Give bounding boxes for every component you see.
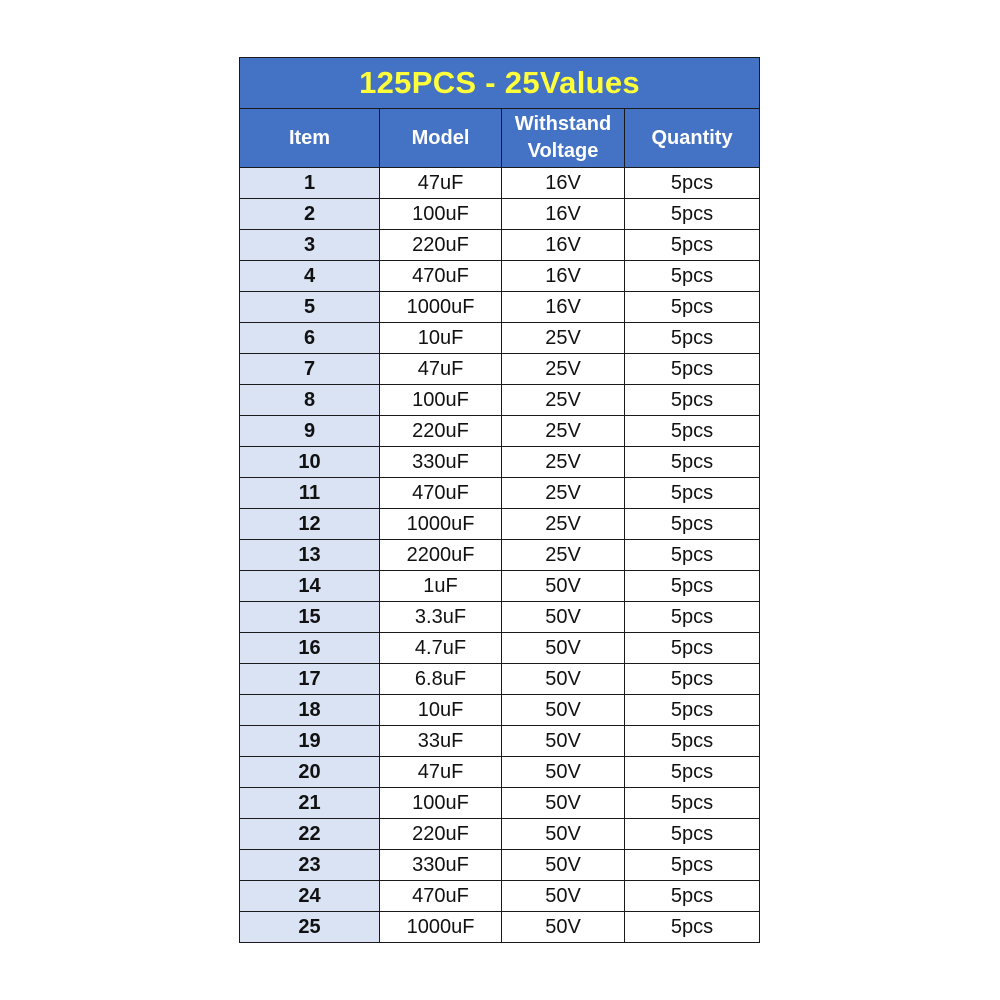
header-item: Item <box>240 109 380 168</box>
quantity-cell: 5pcs <box>625 602 760 633</box>
model-cell: 100uF <box>380 385 502 416</box>
item-cell: 13 <box>240 540 380 571</box>
quantity-cell: 5pcs <box>625 292 760 323</box>
table-row <box>240 261 760 292</box>
table-row <box>240 168 760 199</box>
table-row <box>240 633 760 664</box>
voltage-cell: 25V <box>502 354 625 385</box>
item-cell: 8 <box>240 385 380 416</box>
item-cell: 9 <box>240 416 380 447</box>
voltage-cell: 50V <box>502 571 625 602</box>
quantity-cell: 5pcs <box>625 416 760 447</box>
table-row <box>240 602 760 633</box>
model-cell: 1000uF <box>380 912 502 943</box>
voltage-cell: 25V <box>502 509 625 540</box>
quantity-cell: 5pcs <box>625 788 760 819</box>
voltage-cell: 50V <box>502 633 625 664</box>
quantity-cell: 5pcs <box>625 850 760 881</box>
model-cell: 470uF <box>380 478 502 509</box>
model-cell: 2200uF <box>380 540 502 571</box>
voltage-cell: 16V <box>502 292 625 323</box>
item-cell: 3 <box>240 230 380 261</box>
voltage-cell: 25V <box>502 385 625 416</box>
item-cell: 11 <box>240 478 380 509</box>
voltage-cell: 50V <box>502 881 625 912</box>
item-cell: 14 <box>240 571 380 602</box>
quantity-cell: 5pcs <box>625 819 760 850</box>
table-title: 125PCS - 25Values <box>240 58 760 109</box>
item-cell: 5 <box>240 292 380 323</box>
model-cell: 33uF <box>380 726 502 757</box>
header-voltage-line2: Voltage <box>527 140 599 162</box>
model-cell: 220uF <box>380 230 502 261</box>
quantity-cell: 5pcs <box>625 509 760 540</box>
voltage-cell: 50V <box>502 850 625 881</box>
table-row <box>240 912 760 943</box>
item-cell: 23 <box>240 850 380 881</box>
item-cell: 21 <box>240 788 380 819</box>
header-withstand-voltage <box>502 109 625 168</box>
model-cell: 470uF <box>380 261 502 292</box>
quantity-cell: 5pcs <box>625 168 760 199</box>
table-row <box>240 819 760 850</box>
item-cell: 25 <box>240 912 380 943</box>
quantity-cell: 5pcs <box>625 664 760 695</box>
table-body <box>240 168 760 943</box>
item-cell: 17 <box>240 664 380 695</box>
quantity-cell: 5pcs <box>625 199 760 230</box>
model-cell: 100uF <box>380 199 502 230</box>
quantity-cell: 5pcs <box>625 323 760 354</box>
model-cell: 1uF <box>380 571 502 602</box>
item-cell: 2 <box>240 199 380 230</box>
model-cell: 220uF <box>380 416 502 447</box>
voltage-cell: 50V <box>502 788 625 819</box>
table-row <box>240 757 760 788</box>
table-row <box>240 788 760 819</box>
table-row <box>240 323 760 354</box>
voltage-cell: 50V <box>502 664 625 695</box>
quantity-cell: 5pcs <box>625 261 760 292</box>
table-row <box>240 292 760 323</box>
voltage-cell: 25V <box>502 478 625 509</box>
quantity-cell: 5pcs <box>625 912 760 943</box>
table-row <box>240 881 760 912</box>
quantity-cell: 5pcs <box>625 385 760 416</box>
model-cell: 220uF <box>380 819 502 850</box>
table-row <box>240 850 760 881</box>
voltage-cell: 50V <box>502 695 625 726</box>
voltage-cell: 16V <box>502 168 625 199</box>
quantity-cell: 5pcs <box>625 726 760 757</box>
quantity-cell: 5pcs <box>625 478 760 509</box>
model-cell: 100uF <box>380 788 502 819</box>
voltage-cell: 16V <box>502 199 625 230</box>
quantity-cell: 5pcs <box>625 695 760 726</box>
table-row <box>240 385 760 416</box>
model-cell: 330uF <box>380 850 502 881</box>
item-cell: 10 <box>240 447 380 478</box>
capacitor-kit-table <box>239 57 760 943</box>
model-cell: 6.8uF <box>380 664 502 695</box>
quantity-cell: 5pcs <box>625 354 760 385</box>
table-row <box>240 354 760 385</box>
model-cell: 4.7uF <box>380 633 502 664</box>
voltage-cell: 25V <box>502 447 625 478</box>
voltage-cell: 25V <box>502 323 625 354</box>
item-cell: 20 <box>240 757 380 788</box>
table-row <box>240 447 760 478</box>
header-quantity: Quantity <box>625 109 760 168</box>
model-cell: 47uF <box>380 168 502 199</box>
table-row <box>240 199 760 230</box>
voltage-cell: 50V <box>502 819 625 850</box>
quantity-cell: 5pcs <box>625 540 760 571</box>
table-row <box>240 726 760 757</box>
quantity-cell: 5pcs <box>625 757 760 788</box>
item-cell: 6 <box>240 323 380 354</box>
model-cell: 1000uF <box>380 292 502 323</box>
header-voltage-line1: Withstand <box>514 113 612 135</box>
voltage-cell: 25V <box>502 540 625 571</box>
model-cell: 47uF <box>380 757 502 788</box>
item-cell: 24 <box>240 881 380 912</box>
model-cell: 10uF <box>380 695 502 726</box>
item-cell: 15 <box>240 602 380 633</box>
voltage-cell: 16V <box>502 230 625 261</box>
quantity-cell: 5pcs <box>625 881 760 912</box>
capacitor-kit-table-container <box>239 57 759 943</box>
item-cell: 18 <box>240 695 380 726</box>
voltage-cell: 25V <box>502 416 625 447</box>
voltage-cell: 50V <box>502 726 625 757</box>
item-cell: 22 <box>240 819 380 850</box>
voltage-cell: 50V <box>502 912 625 943</box>
model-cell: 1000uF <box>380 509 502 540</box>
item-cell: 1 <box>240 168 380 199</box>
model-cell: 330uF <box>380 447 502 478</box>
table-row <box>240 695 760 726</box>
quantity-cell: 5pcs <box>625 230 760 261</box>
voltage-cell: 16V <box>502 261 625 292</box>
table-row <box>240 416 760 447</box>
table-row <box>240 509 760 540</box>
item-cell: 16 <box>240 633 380 664</box>
table-row <box>240 540 760 571</box>
quantity-cell: 5pcs <box>625 633 760 664</box>
table-row <box>240 664 760 695</box>
table-row <box>240 478 760 509</box>
voltage-cell: 50V <box>502 602 625 633</box>
quantity-cell: 5pcs <box>625 447 760 478</box>
item-cell: 7 <box>240 354 380 385</box>
item-cell: 4 <box>240 261 380 292</box>
table-row <box>240 571 760 602</box>
quantity-cell: 5pcs <box>625 571 760 602</box>
voltage-cell: 50V <box>502 757 625 788</box>
model-cell: 10uF <box>380 323 502 354</box>
table-row <box>240 230 760 261</box>
item-cell: 19 <box>240 726 380 757</box>
model-cell: 470uF <box>380 881 502 912</box>
item-cell: 12 <box>240 509 380 540</box>
model-cell: 47uF <box>380 354 502 385</box>
model-cell: 3.3uF <box>380 602 502 633</box>
header-model: Model <box>380 109 502 168</box>
